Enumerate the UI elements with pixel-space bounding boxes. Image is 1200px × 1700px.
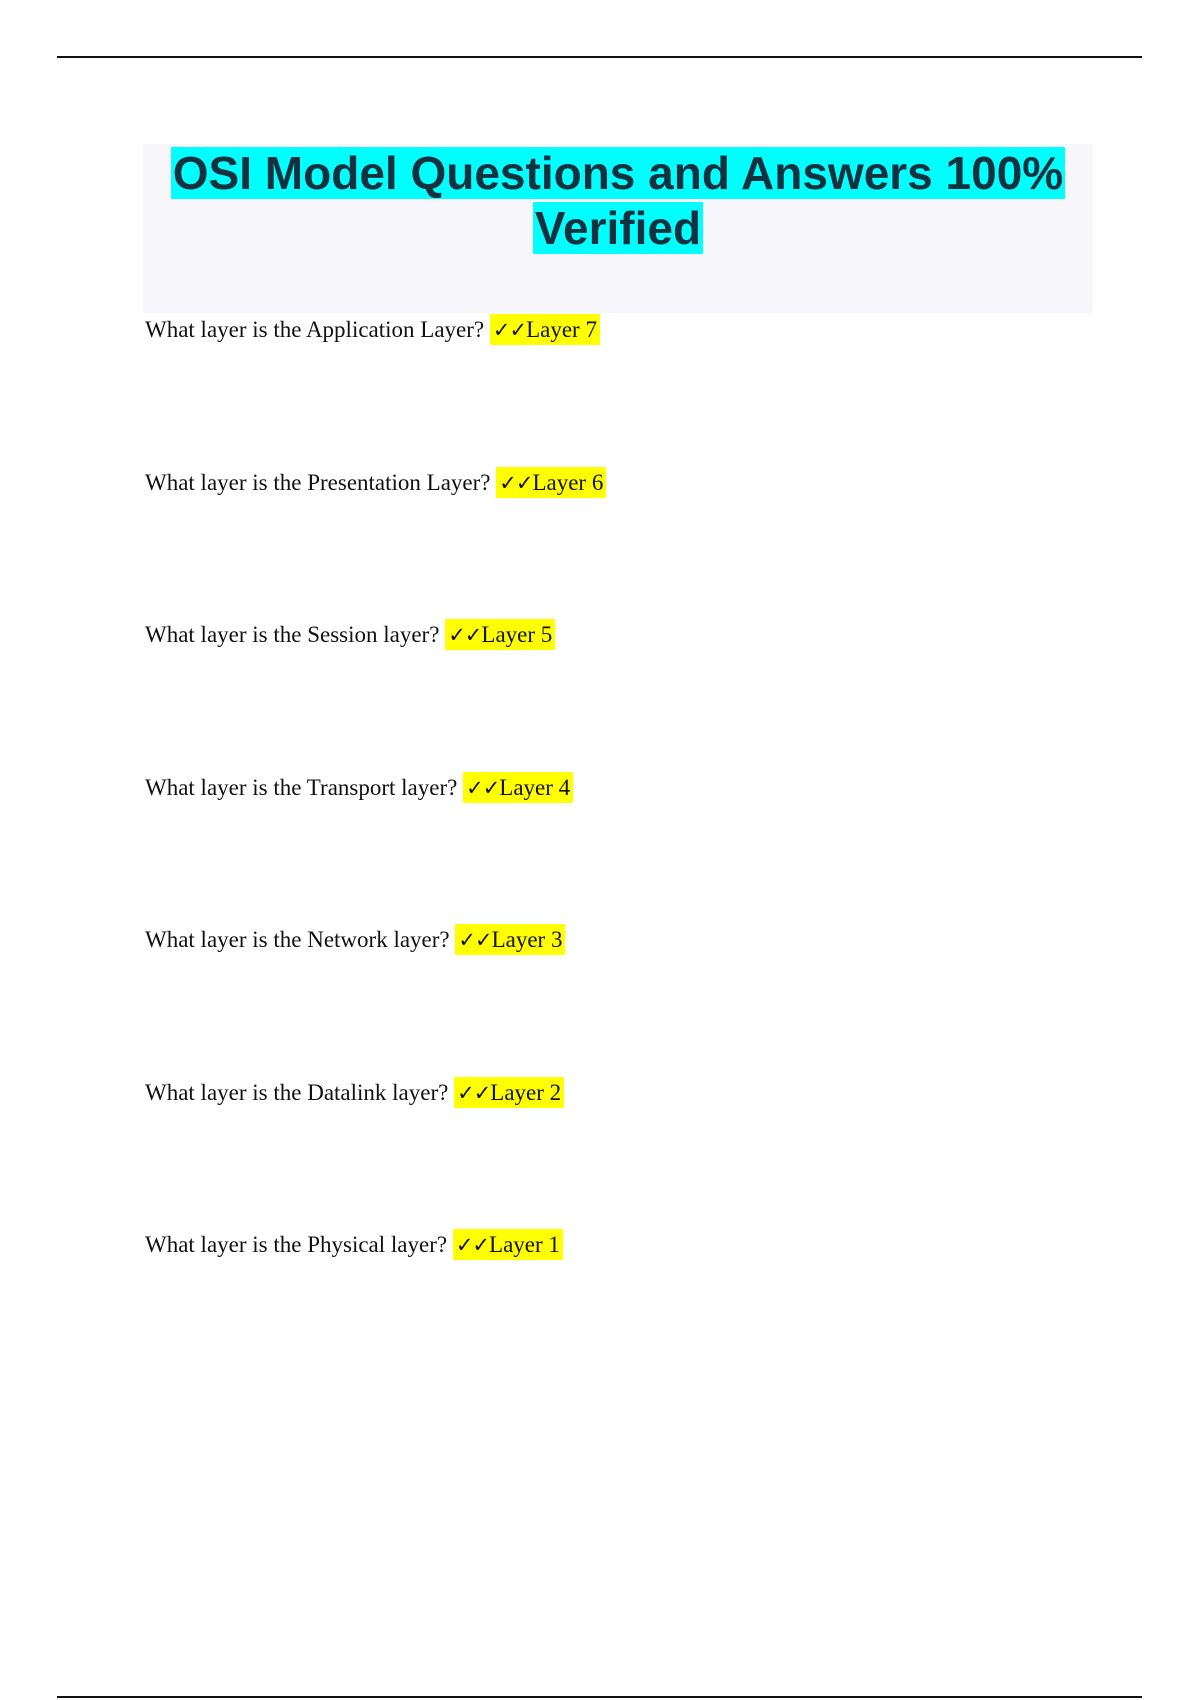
title-block (143, 144, 1093, 313)
check-check-icon: ✓✓ (466, 776, 500, 800)
qa-item (145, 312, 600, 348)
qa-item (145, 617, 555, 653)
answer-highlight (455, 924, 565, 955)
answer-highlight (490, 314, 600, 345)
answer-text: Layer 4 (499, 775, 571, 800)
answer-text: Layer 6 (532, 470, 604, 495)
title-line-2: Verified (534, 202, 702, 254)
qa-item (145, 465, 606, 501)
question-text: What layer is the Application Layer? (145, 317, 485, 342)
answer-text: Layer 1 (489, 1232, 560, 1257)
question-text: What layer is the Session layer? (145, 622, 440, 647)
check-check-icon: ✓✓ (492, 318, 527, 342)
check-check-icon: ✓✓ (455, 1233, 490, 1257)
question-text: What layer is the Transport layer? (145, 775, 458, 800)
answer-highlight (496, 467, 606, 498)
footer-rule (57, 1696, 1142, 1698)
check-check-icon: ✓✓ (458, 928, 492, 952)
qa-item (145, 770, 573, 806)
title-line-1: OSI Model Questions and Answers 100% (172, 147, 1064, 199)
answer-text: Layer 5 (481, 622, 553, 647)
answer-text: Layer 3 (491, 927, 563, 952)
qa-item (145, 1075, 564, 1111)
qa-item (145, 1227, 563, 1263)
answer-highlight (454, 1077, 564, 1108)
header-rule (57, 56, 1142, 58)
page-title (143, 144, 1093, 256)
check-check-icon: ✓✓ (448, 623, 482, 647)
question-text: What layer is the Network layer? (145, 927, 450, 952)
check-check-icon: ✓✓ (457, 1081, 491, 1105)
question-text: What layer is the Datalink layer? (145, 1080, 449, 1105)
answer-text: Layer 2 (490, 1080, 562, 1105)
answer-text: Layer 7 (526, 317, 597, 342)
check-check-icon: ✓✓ (499, 471, 533, 495)
answer-highlight (453, 1229, 563, 1260)
answer-highlight (463, 772, 573, 803)
qa-item (145, 922, 565, 958)
question-text: What layer is the Physical layer? (145, 1232, 448, 1257)
answer-highlight (445, 619, 555, 650)
question-text: What layer is the Presentation Layer? (145, 470, 491, 495)
